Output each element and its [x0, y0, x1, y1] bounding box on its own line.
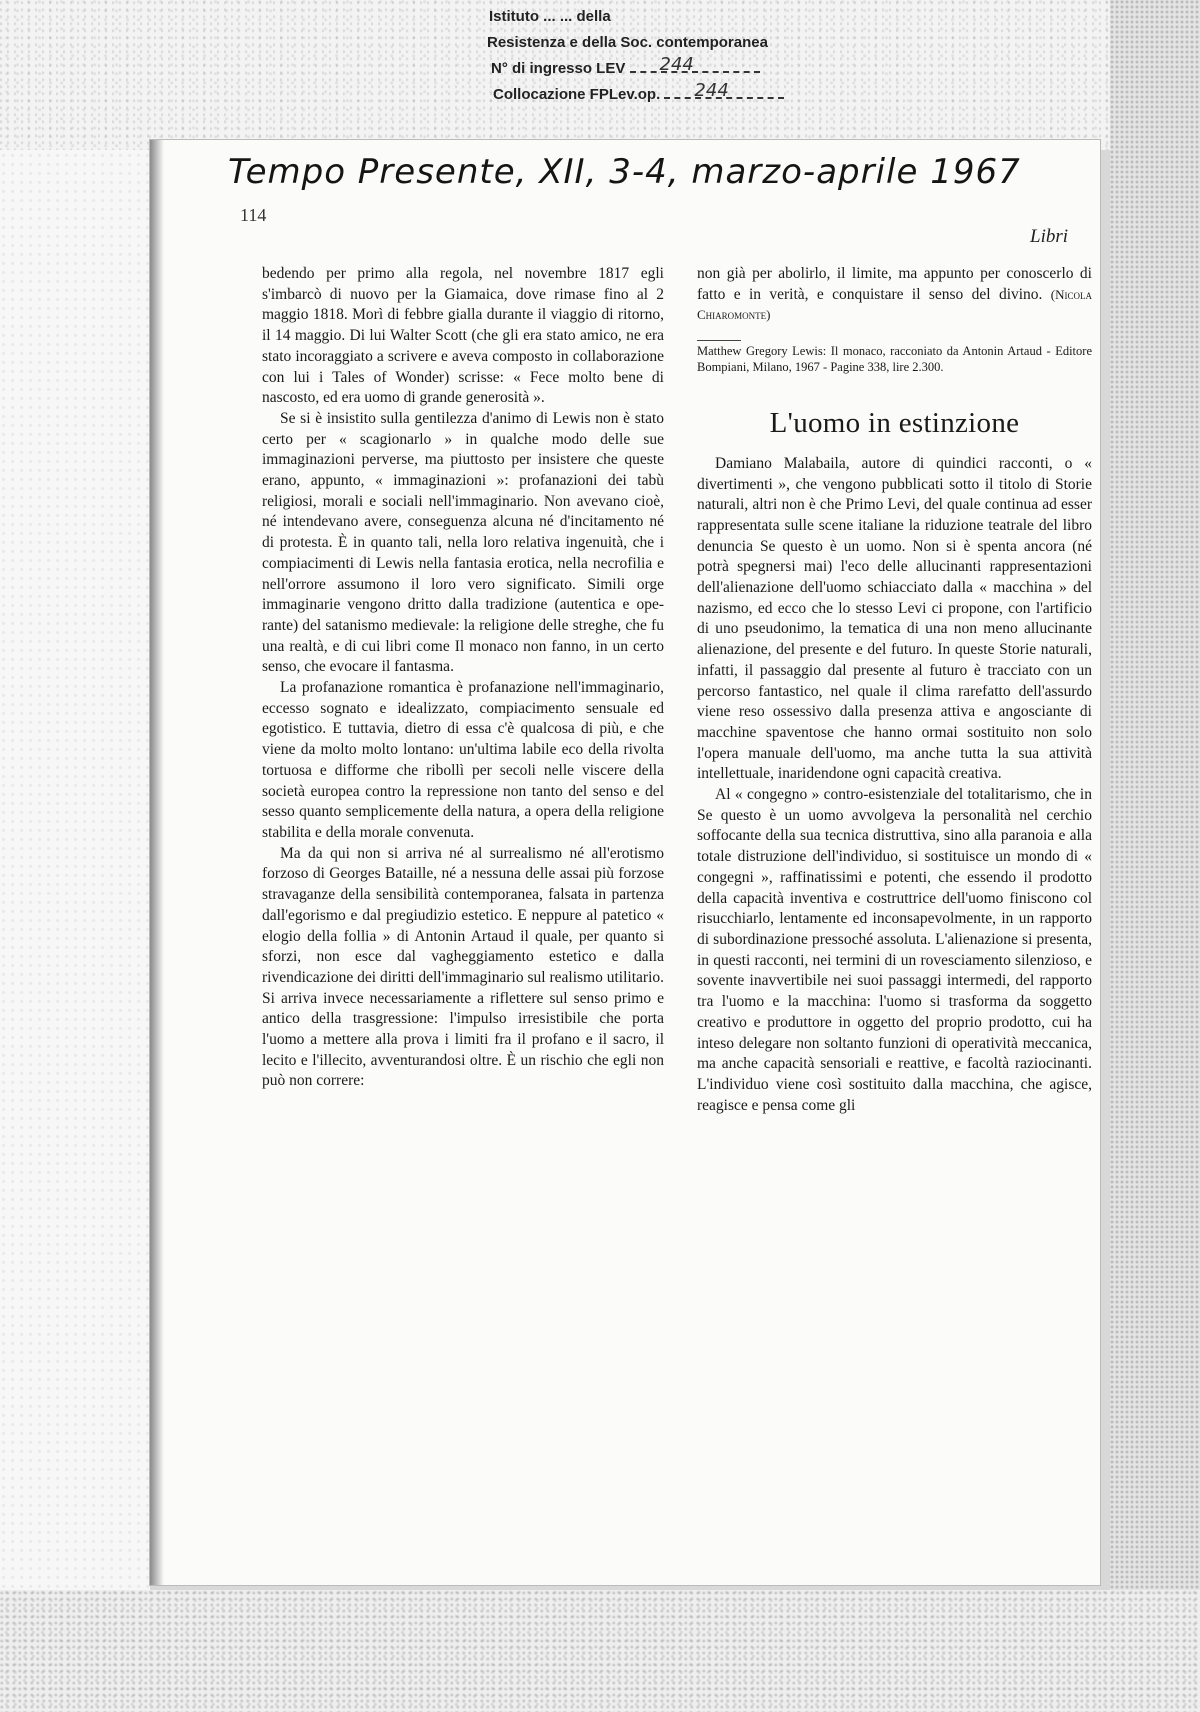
stamp-collocazione-value: 244: [694, 80, 729, 101]
scan-noise-bottom: [0, 1590, 1200, 1712]
stamp-ingresso-label: N° di ingresso LEV: [491, 60, 626, 77]
right-column: [697, 264, 1092, 1116]
left-paragraph-4: Ma da qui non si arriva né al surrealismo né all'erotismo forzoso di Georges Bataille, né a nessuna delle assai più forzose stravaganze della sensibilità contemporanea, falsata in partenza dall'egorismo e dal pregiudizio estetico. E neppure al patetico « elogio della follia » di Antonin Artaud il quale, per quanto si sforzi, non esce dal vagheggiamento estetico e dalla rivendicazione dei diritti dell'immaginario sul realismo utilitario. Si arriva invece necessariamente a riflettere sul senso primo e antico della trasgressione: l'impulso irresistibile che porta l'uomo a mettere alla prova i limiti fra il profano e il sacro, il lecito e l'illecito, avventurandosi oltre. È un rischio che egli non può non correre:: [262, 844, 664, 1090]
stamp-line-resistenza: Resistenza e della Soc. contemporanea: [487, 34, 768, 51]
stamp-line-ingresso: [485, 56, 875, 82]
left-column: [262, 264, 664, 1092]
stamp-line-collocazione: [485, 82, 875, 108]
left-paragraph-3: La profanazione romantica è profanazione nell'immaginario, eccesso sognato e idealizzato, compiacimento sensuale ed egotistico. E tuttavia, dietro di essa c'è qualcosa di più, e che viene da molto molto lontano: un'ultima labile eco della rivolta tortuosa e difforme che ribollì per secoli nelle viscere della società europea contro la repressione non tanto del senso e del sesso quanto semplicemente della natura, a opera della religione stabilita e della morale convenuta.: [262, 679, 664, 841]
article-title: L'uomo in estinzione: [769, 407, 1020, 440]
right-continuation: [697, 264, 1092, 326]
scan-noise-right: [1110, 0, 1200, 1712]
library-stamp: [485, 4, 875, 108]
stamp-collocazione-label: Collocazione FPLev.op.: [493, 86, 661, 103]
continuation-text: non già per abolirlo, il limite, ma appunto per conoscerlo di fatto e in verità, e conquistare il senso del divino.: [697, 265, 1092, 303]
stamp-ingresso-value: 244: [659, 54, 694, 75]
handwritten-citation: Tempo Presente, XII, 3-4, marzo-aprile 1967: [228, 152, 1021, 192]
scan-noise-left: [0, 150, 150, 1590]
left-paragraph-1: bedendo per primo alla regola, nel novembre 1817 egli s'imbarcò di nuovo per la Giamaica, dove rimase fino al 2 maggio 1818. Morì di febbre gialla durante il viaggio di ritorno, il 14 maggio. Di lui Walter Scott (che gli era stato amico, ne era stato incoraggiato a scrivere e aveva composto in collaborazione con lui i Tales of Wonder) scrisse: « Fece molto bene di nascosto, ed era uomo di grande generosità ».: [262, 265, 664, 407]
right-paragraph-1: Damiano Malabaila, autore di quindici racconti, o « divertimenti », che vengono pubblicati sotto il titolo di Storie naturali, altri non è che Primo Levi, del quale continua ad esser rappresentata sulle scene italiane la riduzione teatrale del libro denuncia Se questo è un uomo. Non si è spenta ancora (né potrà spegnersi mai) l'eco delle allucinanti rappresentazioni dell'alienazione dell'uomo schiacciato dalla « macchina » del nazismo, ed ecco che lo stesso Levi ci propone, con l'artificio di uno pseudonimo, la tematica di una non meno allucinante alienazione, del presente e del futuro. In queste Storie naturali, infatti, il passaggio dal presente al futuro è tracciato con un percorso fantastico, nel quale il clima rarefatto dell'assurdo viene reso ossessivo dalla presenza attiva e angosciante di macchine spaventose che hanno ormai sostituito non solo l'opera manuale dell'uomo, ma anche tutta la sua attività intellettuale, inaridendone ogni capacità creativa.: [697, 454, 1092, 783]
right-paragraph-2: Al « congegno » contro-esistenziale del totalitarismo, che in Se questo è un uomo avvolgeva la personalità nel cerchio soffocante della sua tecnica distruttiva, sino alla paranoia e alla totale distruzione dell'individuo, si sostituisce un mondo di « congegni », raffinatissimi e potenti, che essendo il prodotto della capacità inventiva e costruttrice dell'uomo finiscono col risucchiarlo, lentamente ed inconsapevolmente, in un rapporto di subordinazione pressoché assoluta. L'alienazione si presenta, in questi racconti, nei termini di un rovesciamento silenzioso, e sovente inavvertibile nei suoi passaggi intermedi, del rapporto tra l'uomo e la macchina: l'uomo si trasforma da soggetto creativo e produttore in oggetto del proprio prodotto, cui ha inteso delegare non soltanto funzioni di operatività meccanica, ma anche capacità sensoriali e reattive, e facoltà raziocinanti. L'individuo viene così sostituito dalla macchina, che agisce, reagisce e pensa come gli: [697, 786, 1092, 1114]
section-header: Libri: [1030, 226, 1069, 247]
stamp-line-institute: Istituto ... ... della: [489, 8, 611, 25]
page-number: 114: [240, 205, 267, 225]
stamp-ingresso-rule: [630, 59, 760, 73]
left-paragraph-2: Se si è insistito sulla gentilezza d'animo di Lewis non è stato certo per « scagionarlo » in qualche modo delle sue immaginazioni perverse, ma piuttosto per insistere che queste erano, appunto, « immaginazioni »: profanazioni dei tabù religiosi, morali e sociali nell'immaginario. Non avevano cioè, né intendevano avere, conseguenza alcuna né d'incitamento né di protesta. È in quanto tali, nella loro relativa ingenuità, che i compiacimenti di Lewis nella fantasia erotica, nella necrofilia e nell'orrore assumono il loro vero significato. Simili orge immaginarie vengono dritto dalla tradizione (autentica e operante) del satanismo medievale: la religione delle streghe, che fu una realtà, e di cui libri come Il monaco non fanno, in un certo senso, che evocare il fantasma.: [262, 409, 664, 676]
review-signature: (Nicola Chiaromonte): [697, 286, 1093, 323]
binding-shadow: [150, 140, 164, 1585]
bibliography-entry: Matthew Gregory Lewis: Il monaco, racconiato da Antonin Artaud - Editore Bompiani, Milano, 1967 - Pagine 338, lire 2.300.: [697, 344, 1092, 375]
